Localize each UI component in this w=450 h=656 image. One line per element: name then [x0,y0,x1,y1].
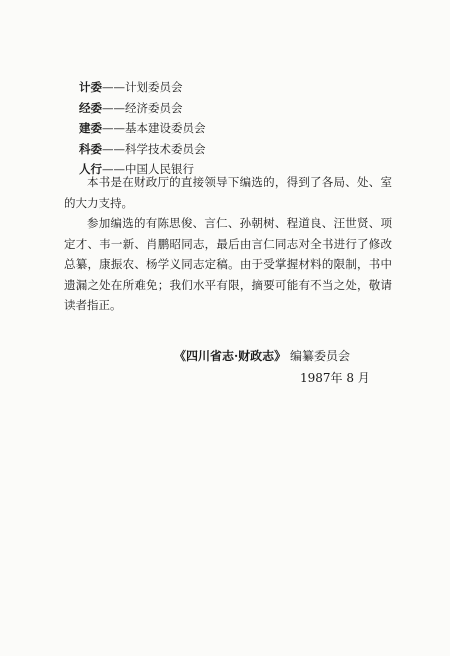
abbreviation-dash: —— [102,100,125,115]
abbreviation-term: 人行 [79,162,102,176]
abbreviation-entry [79,139,206,160]
paragraph-acknowledgement: 本书是在财政厅的直接领导下编选的，得到了各局、处、室的大力支持。 [64,175,392,210]
abbreviation-full: 科学技术委员会 [125,141,206,156]
date: 1987年 8 月 [300,371,370,385]
abbreviation-full: 经济委员会 [125,100,183,115]
abbreviation-list [79,77,206,180]
committee-name: 编纂委员会 [290,349,351,363]
abbreviation-full: 基本建设委员会 [125,121,206,135]
abbreviation-entry [79,77,206,98]
abbreviation-entry [79,98,206,119]
paragraph-contributors: 参加编选的有陈思俊、言仁、孙朝树、程道良、汪世贤、项定才、韦一新、肖鹏昭同志，最后由言仁同志对全书进行了修改总纂，康振农、杨学义同志定稿。由于受掌握材料的限制，书中遗漏之处在所难免；我们水平有限，摘要可能有不当之处，敬请读者指正。 [64,216,392,312]
abbreviation-dash: —— [102,162,125,176]
signature [174,346,350,366]
abbreviation-dash: —— [102,80,125,94]
abbreviation-full: 中国人民银行 [125,162,194,176]
abbreviation-term: 建委 [79,121,102,135]
abbreviation-dash: —— [102,141,125,156]
abbreviation-full: 计划委员会 [125,80,183,94]
abbreviation-entry [79,118,206,139]
abbreviation-term: 科委 [79,141,102,156]
abbreviation-term: 计委 [79,80,102,94]
abbreviation-dash: —— [102,121,125,135]
book-title: 《四川省志·财政志》 [174,349,287,363]
body-text [64,172,392,316]
abbreviation-term: 经委 [79,100,102,115]
